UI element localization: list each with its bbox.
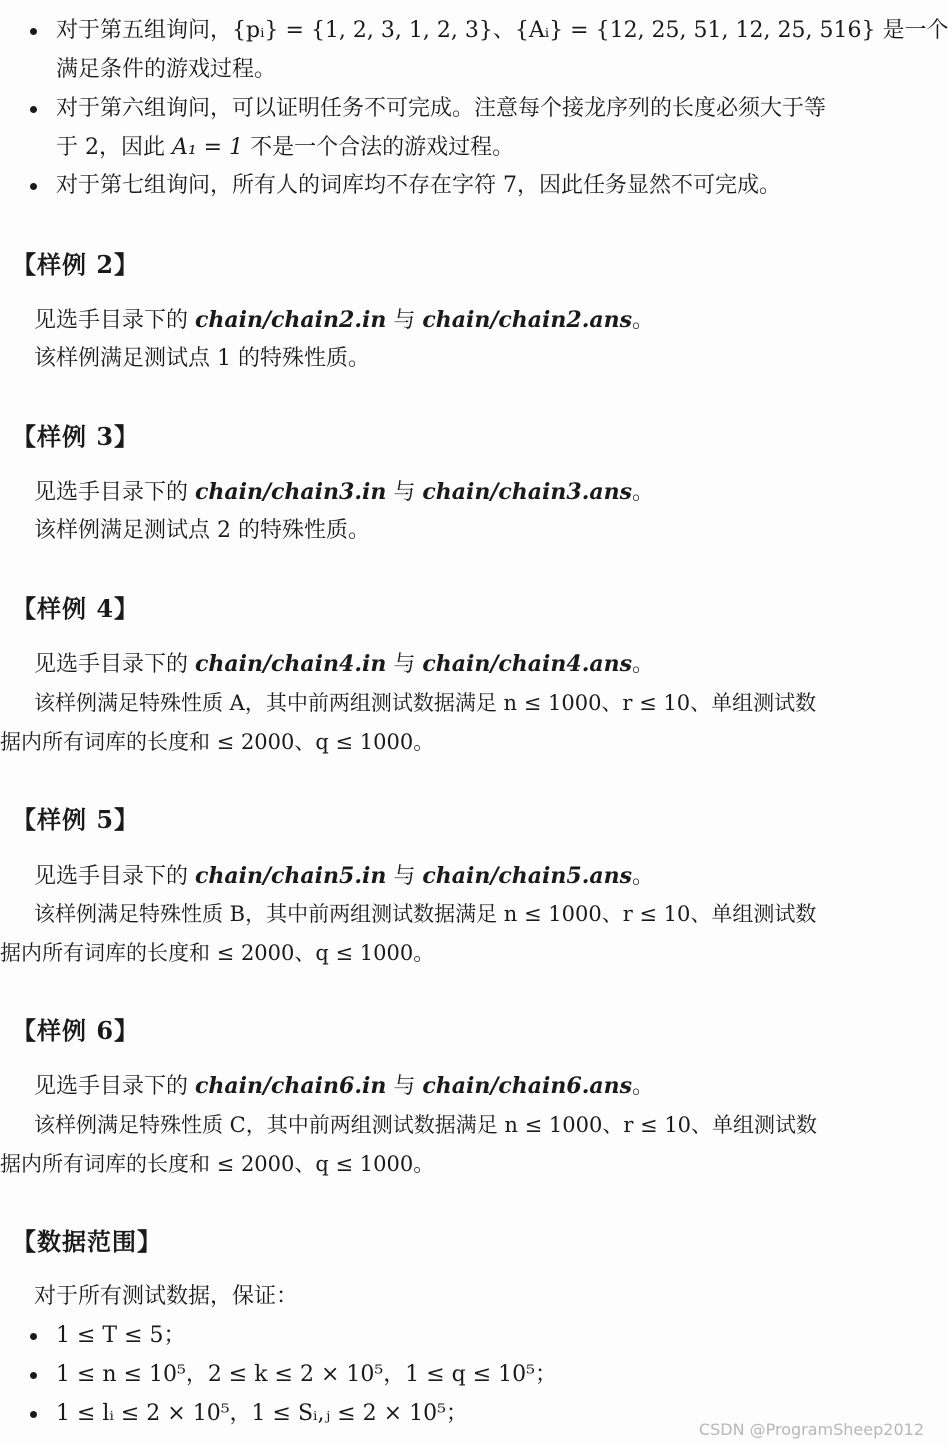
range-bullet: 1 ≤ lᵢ ≤ 2 × 10⁵，1 ≤ Sᵢ,ⱼ ≤ 2 × 10⁵；: [56, 1399, 468, 1429]
text: 。: [632, 1074, 655, 1099]
text: 。: [632, 308, 655, 333]
input-file-name: chain/chain4.in: [195, 651, 387, 677]
section-heading: 【数据范围】: [12, 1227, 162, 1256]
sample-files-line: [34, 861, 654, 892]
text: 。: [632, 480, 655, 505]
bullet-text: 是一个: [875, 18, 948, 43]
bullet-text: 对于第五组询问，: [56, 18, 233, 43]
sample-description: 该样例满足特殊性质 C，其中前两组测试数据满足 n ≤ 1000、r ≤ 10、单组测试数: [34, 1113, 818, 1137]
range-intro: 对于所有测试数据，保证：: [34, 1284, 299, 1309]
text: 与: [386, 1074, 423, 1099]
sample-description: 该样例满足特殊性质 A，其中前两组测试数据满足 n ≤ 1000、r ≤ 10、单组测试数: [34, 691, 817, 715]
sample-description: 该样例满足特殊性质 B，其中前两组测试数据满足 n ≤ 1000、r ≤ 10、单组测试数: [34, 902, 817, 926]
answer-file-name: chain/chain4.ans: [422, 651, 632, 677]
bullet-item: [56, 16, 948, 46]
text: 见选手目录下的: [34, 480, 195, 505]
section-heading: 【样例 4】: [12, 594, 140, 623]
sample-files-line: [34, 477, 654, 508]
math-expression: {pᵢ} = {1, 2, 3, 1, 2, 3}、{Aᵢ} = {12, 25, 51, 12, 25, 516}: [232, 18, 876, 43]
text: 。: [632, 652, 655, 677]
section-heading: 【样例 5】: [12, 805, 140, 834]
bullet-continuation: [56, 133, 514, 163]
csdn-watermark: CSDN @ProgramSheep2012: [698, 1420, 924, 1439]
bullet-item: 对于第七组询问，所有人的词库均不存在字符 7，因此任务显然不可完成。: [56, 171, 781, 201]
text: 见选手目录下的: [34, 864, 195, 889]
answer-file-name: chain/chain3.ans: [422, 479, 632, 505]
sample-description: 该样例满足测试点 1 的特殊性质。: [34, 346, 370, 371]
text: 与: [386, 480, 423, 505]
sample-files-line: [34, 305, 654, 336]
input-file-name: chain/chain5.in: [195, 863, 387, 889]
range-bullet: 1 ≤ n ≤ 10⁵，2 ≤ k ≤ 2 × 10⁵，1 ≤ q ≤ 10⁵；: [56, 1360, 557, 1390]
bullet-text: 于 2，因此: [56, 135, 172, 160]
bullet-text: 不是一个合法的游戏过程。: [243, 135, 515, 160]
answer-file-name: chain/chain2.ans: [422, 307, 632, 333]
text: 与: [386, 864, 423, 889]
answer-file-name: chain/chain6.ans: [422, 1073, 632, 1099]
answer-file-name: chain/chain5.ans: [422, 863, 632, 889]
sample-files-line: [34, 649, 654, 680]
input-file-name: chain/chain2.in: [195, 307, 387, 333]
sample-description-cont: 据内所有词库的长度和 ≤ 2000、q ≤ 1000。: [0, 941, 435, 965]
bullet-continuation: 满足条件的游戏过程。: [56, 57, 277, 82]
text: 见选手目录下的: [34, 652, 195, 677]
bullet-item: 对于第六组询问，可以证明任务不可完成。注意每个接龙序列的长度必须大于等: [56, 94, 826, 124]
sample-description-cont: 据内所有词库的长度和 ≤ 2000、q ≤ 1000。: [0, 730, 435, 754]
input-file-name: chain/chain3.in: [195, 479, 387, 505]
section-heading: 【样例 2】: [12, 250, 140, 279]
section-heading: 【样例 3】: [12, 422, 140, 451]
sample-files-line: [34, 1071, 654, 1102]
text: 。: [632, 864, 655, 889]
input-file-name: chain/chain6.in: [195, 1073, 387, 1099]
text: 与: [386, 308, 423, 333]
sample-description: 该样例满足测试点 2 的特殊性质。: [34, 518, 370, 543]
section-heading: 【样例 6】: [12, 1016, 140, 1045]
text: 见选手目录下的: [34, 1074, 195, 1099]
text: 与: [386, 652, 423, 677]
text: 见选手目录下的: [34, 308, 195, 333]
sample-description-cont: 据内所有词库的长度和 ≤ 2000、q ≤ 1000。: [0, 1152, 435, 1176]
math-expression: A₁ = 1: [171, 135, 244, 160]
range-bullet: 1 ≤ T ≤ 5；: [56, 1321, 186, 1351]
